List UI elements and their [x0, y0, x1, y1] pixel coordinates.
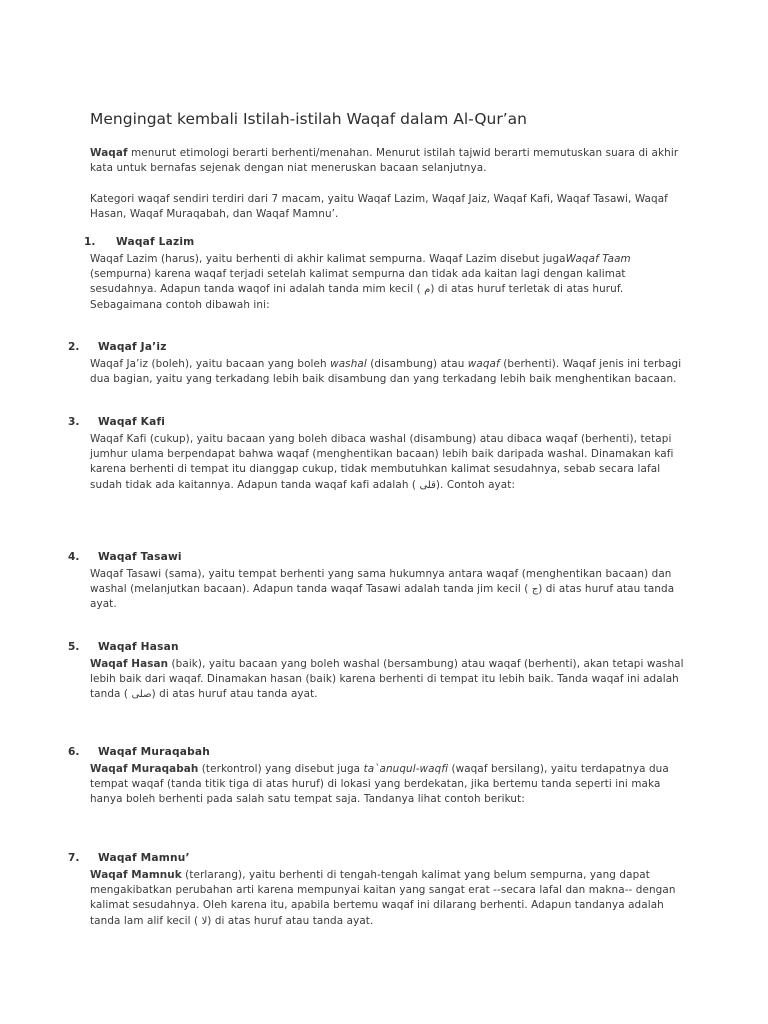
item-number: 6. [68, 746, 80, 758]
item-heading: Waqaf Hasan [98, 641, 179, 653]
item-number: 3. [68, 416, 80, 428]
intro-text: menurut etimologi berarti berhenti/menahan. Menurut istilah tajwid berarti memutuskan suara di akhir kata untuk bernafas sejenak dengan niat meneruskan bacaan selanjutnya. [90, 147, 679, 175]
item-body: Waqaf Tasawi (sama), yaitu tempat berhenti yang sama hukumnya antara waqaf (menghentikan bacaan) dan washal (melanjutkan bacaan). Adapun tanda waqaf Tasawi adalah tanda jim kecil ( ج) di atas huruf atau tanda ayat. [90, 568, 675, 611]
item-body: Waqaf Muraqabah (terkontrol) yang disebut juga ta`anuqul-waqfi (waqaf bersilang), yaitu terdapatnya dua tempat waqaf (tanda titik tiga di atas huruf) di lokasi yang berdekatan, jika bertemu tanda seperti ini maka hanya boleh berhenti pada salah satu tempat saja. Tandanya lihat contoh berikut: [90, 763, 669, 806]
sili-symbol: صلى [131, 689, 152, 701]
item-number: 5. [68, 641, 80, 653]
item-body: Waqaf Kafi (cukup), yaitu bacaan yang boleh dibaca washal (disambung) atau dibaca waqaf (berhenti), tetapi jumhur ulama berpendapat bahwa waqaf (menghentikan bacaan) lebih baik daripada washal. Dinamakan kafi karena berhenti di tempat itu dianggap cukup, tidak membutuhkan kalimat sesudahnya, sebab secara lafal sudah tidak ada kaitannya. Adapun tanda waqaf kafi adalah ( قلى). Contoh ayat: [90, 433, 674, 491]
item-heading: Waqaf Lazim [116, 236, 195, 248]
item-heading: Waqaf Mamnu’ [98, 852, 190, 864]
jim-symbol: ج [531, 584, 539, 596]
item-heading: Waqaf Tasawi [98, 551, 182, 563]
lam-alif-symbol: لا [201, 915, 208, 927]
item-body: Waqaf Ja’iz (boleh), yaitu bacaan yang boleh washal (disambung) atau waqaf (berhenti). Waqaf jenis ini terbagi dua bagian, yaitu yang terkadang lebih baik disambung dan yang terkadang lebih baik menghentikan bacaan. [90, 358, 682, 386]
kategori-paragraph: Kategori waqaf sendiri terdiri dari 7 macam, yaitu Waqaf Lazim, Waqaf Jaiz, Waqaf Kafi, Waqaf Tasawi, Waqaf Hasan, Waqaf Muraqabah, dan Waqaf Mamnu’. [90, 193, 668, 221]
item-number: 7. [68, 852, 80, 864]
item-body: Waqaf Mamnuk (terlarang), yaitu berhenti di tengah-tengah kalimat yang belum sempurna, yang dapat mengakibatkan perubahan arti karena mempunyai kaitan yang sangat erat --secara lafal dan makna-- dengan kalimat sesudahnya. Oleh karena itu, apabila bertemu waqaf ini dilarang berhenti. Adapun tandanya adalah tanda lam alif kecil ( لا) di atas huruf atau tanda ayat. [90, 869, 676, 927]
item-body: Waqaf Lazim (harus), yaitu berhenti di akhir kalimat sempurna. Waqaf Lazim disebut jugaWaqaf Taam (sempurna) karena waqaf terjadi setelah kalimat sempurna dan tidak ada kaitan lagi dengan kalimat sesudahnya. Adapun tanda waqof ini adalah tanda mim kecil ( م) di atas huruf terletak di atas huruf. Sebagaimana contoh dibawah ini: [90, 253, 631, 311]
intro-term: Waqaf [90, 147, 128, 159]
mim-symbol: م [424, 284, 431, 296]
item-heading: Waqaf Kafi [98, 416, 166, 428]
item-body: Waqaf Hasan (baik), yaitu bacaan yang boleh washal (bersambung) atau waqaf (berhenti), akan tetapi washal lebih baik dari waqaf. Dinamakan hasan (baik) karena berhenti di tempat itu lebih baik. Tanda waqaf ini adalah tanda ( صلى) di atas huruf atau tanda ayat. [90, 658, 684, 701]
document-title: Mengingat kembali Istilah-istilah Waqaf dalam Al-Qur’an [90, 110, 527, 128]
item-heading: Waqaf Ja’iz [98, 341, 167, 353]
item-heading: Waqaf Muraqabah [98, 746, 210, 758]
item-number: 4. [68, 551, 80, 563]
item-number: 2. [68, 341, 80, 353]
intro-paragraph [90, 146, 690, 176]
item-number: 1. [84, 236, 96, 248]
qili-symbol: قلى [419, 479, 436, 491]
